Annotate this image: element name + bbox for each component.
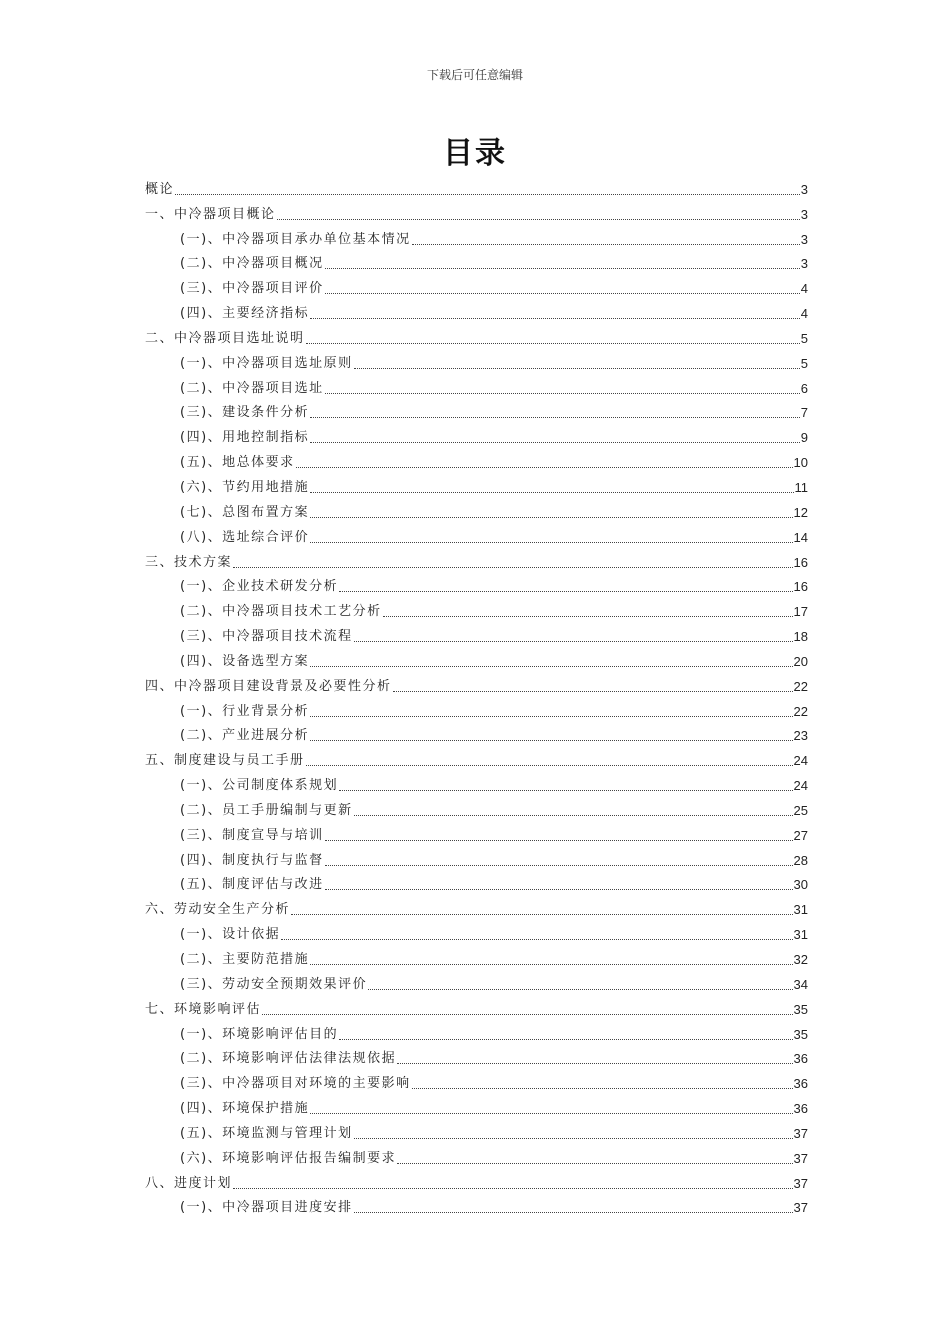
dot-leader bbox=[306, 765, 793, 766]
toc-entry[interactable] bbox=[145, 522, 808, 547]
toc-entry-page-number: 4 bbox=[800, 281, 808, 297]
toc-entry-page-number: 6 bbox=[800, 380, 808, 396]
toc-entry-label: 四、中冷器项目建设背景及必要性分析 bbox=[145, 678, 392, 694]
dot-leader bbox=[310, 1113, 792, 1114]
toc-entry[interactable] bbox=[145, 919, 808, 944]
dot-leader bbox=[310, 542, 792, 543]
dot-leader bbox=[262, 1014, 793, 1015]
toc-entry[interactable] bbox=[145, 1143, 808, 1168]
dot-leader bbox=[412, 1088, 793, 1089]
toc-entry-page-number: 30 bbox=[793, 877, 808, 893]
toc-entry[interactable] bbox=[145, 820, 808, 845]
dot-leader bbox=[339, 591, 792, 592]
dot-leader bbox=[397, 1063, 792, 1064]
dot-leader bbox=[325, 293, 800, 294]
toc-entry[interactable] bbox=[145, 745, 808, 770]
toc-entry-label: 一、中冷器项目概论 bbox=[145, 206, 276, 222]
toc-entry[interactable] bbox=[145, 472, 808, 497]
toc-entry-page-number: 22 bbox=[793, 678, 808, 694]
toc-entry-page-number: 18 bbox=[793, 629, 808, 645]
toc-entry-page-number: 16 bbox=[793, 579, 808, 595]
dot-leader bbox=[354, 368, 800, 369]
toc-entry-label: (四)、环境保护措施 bbox=[180, 1101, 310, 1117]
toc-entry[interactable] bbox=[145, 422, 808, 447]
toc-entry-page-number: 37 bbox=[793, 1150, 808, 1166]
toc-entry-label: (三)、建设条件分析 bbox=[180, 405, 310, 421]
toc-entry[interactable] bbox=[145, 199, 808, 224]
dot-leader bbox=[339, 1039, 792, 1040]
dot-leader bbox=[296, 467, 793, 468]
toc-entry-page-number: 36 bbox=[793, 1051, 808, 1067]
toc-entry[interactable] bbox=[145, 994, 808, 1019]
toc-entry-label: (四)、主要经济指标 bbox=[180, 306, 310, 322]
page-title: 目录 bbox=[443, 136, 507, 171]
dot-leader bbox=[354, 815, 793, 816]
toc-entry-page-number: 37 bbox=[793, 1200, 808, 1216]
dot-leader bbox=[383, 616, 793, 617]
dot-leader bbox=[412, 244, 800, 245]
toc-entry-page-number: 9 bbox=[800, 430, 808, 446]
toc-entry-page-number: 37 bbox=[793, 1175, 808, 1191]
dot-leader bbox=[354, 1212, 793, 1213]
dot-leader bbox=[277, 219, 800, 220]
dot-leader bbox=[368, 989, 792, 990]
toc-entry[interactable] bbox=[145, 224, 808, 249]
toc-entry[interactable] bbox=[145, 845, 808, 870]
dot-leader bbox=[393, 691, 793, 692]
toc-entry-page-number: 7 bbox=[800, 405, 808, 421]
dot-leader bbox=[310, 492, 793, 493]
dot-leader bbox=[339, 790, 792, 791]
dot-leader bbox=[233, 1188, 793, 1189]
table-of-contents bbox=[145, 174, 808, 1217]
toc-entry[interactable] bbox=[145, 398, 808, 423]
dot-leader bbox=[310, 318, 800, 319]
dot-leader bbox=[310, 442, 800, 443]
toc-entry[interactable] bbox=[145, 1168, 808, 1193]
toc-entry[interactable] bbox=[145, 969, 808, 994]
toc-entry[interactable] bbox=[145, 1068, 808, 1093]
dot-leader bbox=[310, 666, 792, 667]
toc-entry-label: (二)、环境影响评估法律法规依据 bbox=[180, 1051, 397, 1067]
toc-entry[interactable] bbox=[145, 770, 808, 795]
toc-entry-page-number: 27 bbox=[793, 827, 808, 843]
dot-leader bbox=[325, 889, 793, 890]
toc-entry[interactable] bbox=[145, 447, 808, 472]
toc-entry-page-number: 34 bbox=[793, 976, 808, 992]
toc-entry-label: 三、技术方案 bbox=[145, 554, 233, 570]
dot-leader bbox=[175, 194, 800, 195]
toc-entry-label: (一)、设计依据 bbox=[180, 927, 281, 943]
toc-entry-page-number: 3 bbox=[800, 256, 808, 272]
toc-entry-label: (三)、制度宣导与培训 bbox=[180, 827, 324, 843]
toc-entry[interactable] bbox=[145, 621, 808, 646]
toc-entry-label: 八、进度计划 bbox=[145, 1175, 233, 1191]
toc-entry-label: (五)、地总体要求 bbox=[180, 455, 295, 471]
toc-entry-page-number: 12 bbox=[793, 504, 808, 520]
dot-leader bbox=[306, 343, 800, 344]
dot-leader bbox=[310, 716, 792, 717]
toc-entry-page-number: 24 bbox=[793, 753, 808, 769]
toc-entry-label: (三)、中冷器项目技术流程 bbox=[180, 629, 353, 645]
dot-leader bbox=[291, 914, 793, 915]
toc-entry[interactable] bbox=[145, 547, 808, 572]
toc-entry-page-number: 5 bbox=[800, 330, 808, 346]
toc-entry-label: 六、劳动安全生产分析 bbox=[145, 902, 291, 918]
toc-entry-label: (七)、总图布置方案 bbox=[180, 504, 310, 520]
toc-entry-label: (六)、节约用地措施 bbox=[180, 479, 310, 495]
toc-entry[interactable] bbox=[145, 671, 808, 696]
toc-entry-page-number: 4 bbox=[800, 306, 808, 322]
toc-entry-label: (八)、选址综合评价 bbox=[180, 529, 310, 545]
dot-leader bbox=[325, 840, 793, 841]
toc-entry-label: (三)、中冷器项目对环境的主要影响 bbox=[180, 1076, 411, 1092]
toc-entry-page-number: 23 bbox=[793, 728, 808, 744]
toc-entry[interactable] bbox=[145, 1193, 808, 1218]
toc-entry[interactable] bbox=[145, 894, 808, 919]
dot-leader bbox=[325, 268, 800, 269]
toc-entry-page-number: 17 bbox=[793, 604, 808, 620]
toc-entry[interactable] bbox=[145, 1093, 808, 1118]
toc-entry-label: 概论 bbox=[145, 181, 175, 197]
toc-entry-label: (二)、中冷器项目技术工艺分析 bbox=[180, 604, 382, 620]
toc-entry[interactable] bbox=[145, 572, 808, 597]
dot-leader bbox=[325, 865, 793, 866]
dot-leader bbox=[310, 740, 792, 741]
toc-entry[interactable] bbox=[145, 944, 808, 969]
toc-entry[interactable] bbox=[145, 497, 808, 522]
toc-entry-label: (一)、企业技术研发分析 bbox=[180, 579, 339, 595]
toc-entry[interactable] bbox=[145, 348, 808, 373]
toc-entry-label: (二)、中冷器项目概况 bbox=[180, 256, 324, 272]
header-note: 下载后可任意编辑 bbox=[426, 68, 523, 82]
toc-entry-page-number: 24 bbox=[793, 778, 808, 794]
toc-entry-label: (一)、环境影响评估目的 bbox=[180, 1026, 339, 1042]
toc-entry[interactable] bbox=[145, 174, 808, 199]
toc-entry[interactable] bbox=[145, 596, 808, 621]
toc-entry-page-number: 3 bbox=[800, 231, 808, 247]
toc-entry[interactable] bbox=[145, 646, 808, 671]
toc-entry-page-number: 31 bbox=[793, 902, 808, 918]
toc-entry-page-number: 36 bbox=[793, 1076, 808, 1092]
dot-leader bbox=[233, 567, 793, 568]
dot-leader bbox=[397, 1163, 792, 1164]
toc-entry[interactable] bbox=[145, 323, 808, 348]
toc-entry-page-number: 14 bbox=[793, 529, 808, 545]
toc-entry-label: (二)、主要防范措施 bbox=[180, 952, 310, 967]
toc-entry[interactable] bbox=[145, 795, 808, 820]
toc-entry-label: (三)、劳动安全预期效果评价 bbox=[180, 976, 368, 992]
toc-entry-page-number: 35 bbox=[793, 1001, 808, 1017]
toc-entry-page-number: 16 bbox=[793, 554, 808, 570]
toc-entry-page-number: 35 bbox=[793, 1026, 808, 1042]
toc-entry-label: (四)、设备选型方案 bbox=[180, 653, 310, 669]
toc-entry-page-number: 3 bbox=[800, 206, 808, 222]
toc-entry[interactable] bbox=[145, 721, 808, 746]
toc-entry-label: (一)、中冷器项目承办单位基本情况 bbox=[180, 231, 411, 247]
dot-leader bbox=[310, 417, 800, 418]
toc-entry-label: 七、环境影响评估 bbox=[145, 1001, 262, 1017]
toc-entry-label: (五)、环境监测与管理计划 bbox=[180, 1125, 353, 1141]
toc-entry-label: 五、制度建设与员工手册 bbox=[145, 753, 305, 769]
dot-leader bbox=[281, 939, 792, 940]
toc-entry[interactable] bbox=[145, 373, 808, 398]
toc-entry[interactable] bbox=[145, 1118, 808, 1143]
toc-entry-label: (六)、环境影响评估报告编制要求 bbox=[180, 1150, 397, 1166]
dot-leader bbox=[325, 393, 800, 394]
dot-leader bbox=[310, 964, 792, 965]
toc-entry-label: (一)、公司制度体系规划 bbox=[180, 778, 339, 794]
toc-entry[interactable] bbox=[145, 870, 808, 895]
toc-entry-page-number: 5 bbox=[800, 355, 808, 371]
toc-entry-page-number: 10 bbox=[793, 455, 808, 471]
toc-entry-label: (一)、中冷器项目进度安排 bbox=[180, 1200, 353, 1216]
toc-entry-label: 二、中冷器项目选址说明 bbox=[145, 330, 305, 346]
toc-entry-label: (一)、中冷器项目选址原则 bbox=[180, 355, 353, 371]
dot-leader bbox=[310, 517, 792, 518]
toc-entry-page-number: 37 bbox=[793, 1125, 808, 1141]
toc-entry-page-number: 22 bbox=[793, 703, 808, 719]
toc-entry[interactable] bbox=[145, 1044, 808, 1069]
toc-entry[interactable] bbox=[145, 1019, 808, 1044]
toc-entry[interactable] bbox=[145, 696, 808, 721]
toc-entry-label: (二)、员工手册编制与更新 bbox=[180, 802, 353, 818]
toc-entry-label: (四)、用地控制指标 bbox=[180, 430, 310, 446]
toc-entry-page-number: 28 bbox=[793, 852, 808, 868]
toc-entry-label: (五)、制度评估与改进 bbox=[180, 877, 324, 893]
toc-entry-label: (二)、产业进展分析 bbox=[180, 728, 310, 744]
toc-entry-page-number: 20 bbox=[793, 653, 808, 669]
toc-entry[interactable] bbox=[145, 249, 808, 274]
toc-entry-label: (四)、制度执行与监督 bbox=[180, 852, 324, 868]
toc-entry[interactable] bbox=[145, 298, 808, 323]
toc-entry-page-number: 32 bbox=[793, 952, 808, 967]
toc-entry-label: (三)、中冷器项目评价 bbox=[180, 281, 324, 297]
toc-entry-page-number: 11 bbox=[794, 479, 808, 495]
toc-entry-label: (一)、行业背景分析 bbox=[180, 703, 310, 719]
toc-entry-page-number: 25 bbox=[793, 802, 808, 818]
dot-leader bbox=[354, 1138, 793, 1139]
toc-entry-page-number: 36 bbox=[793, 1101, 808, 1117]
toc-entry-page-number: 31 bbox=[793, 927, 808, 943]
toc-entry-label: (二)、中冷器项目选址 bbox=[180, 380, 324, 396]
dot-leader bbox=[354, 641, 793, 642]
toc-entry-page-number: 3 bbox=[800, 181, 808, 197]
toc-entry[interactable] bbox=[145, 273, 808, 298]
